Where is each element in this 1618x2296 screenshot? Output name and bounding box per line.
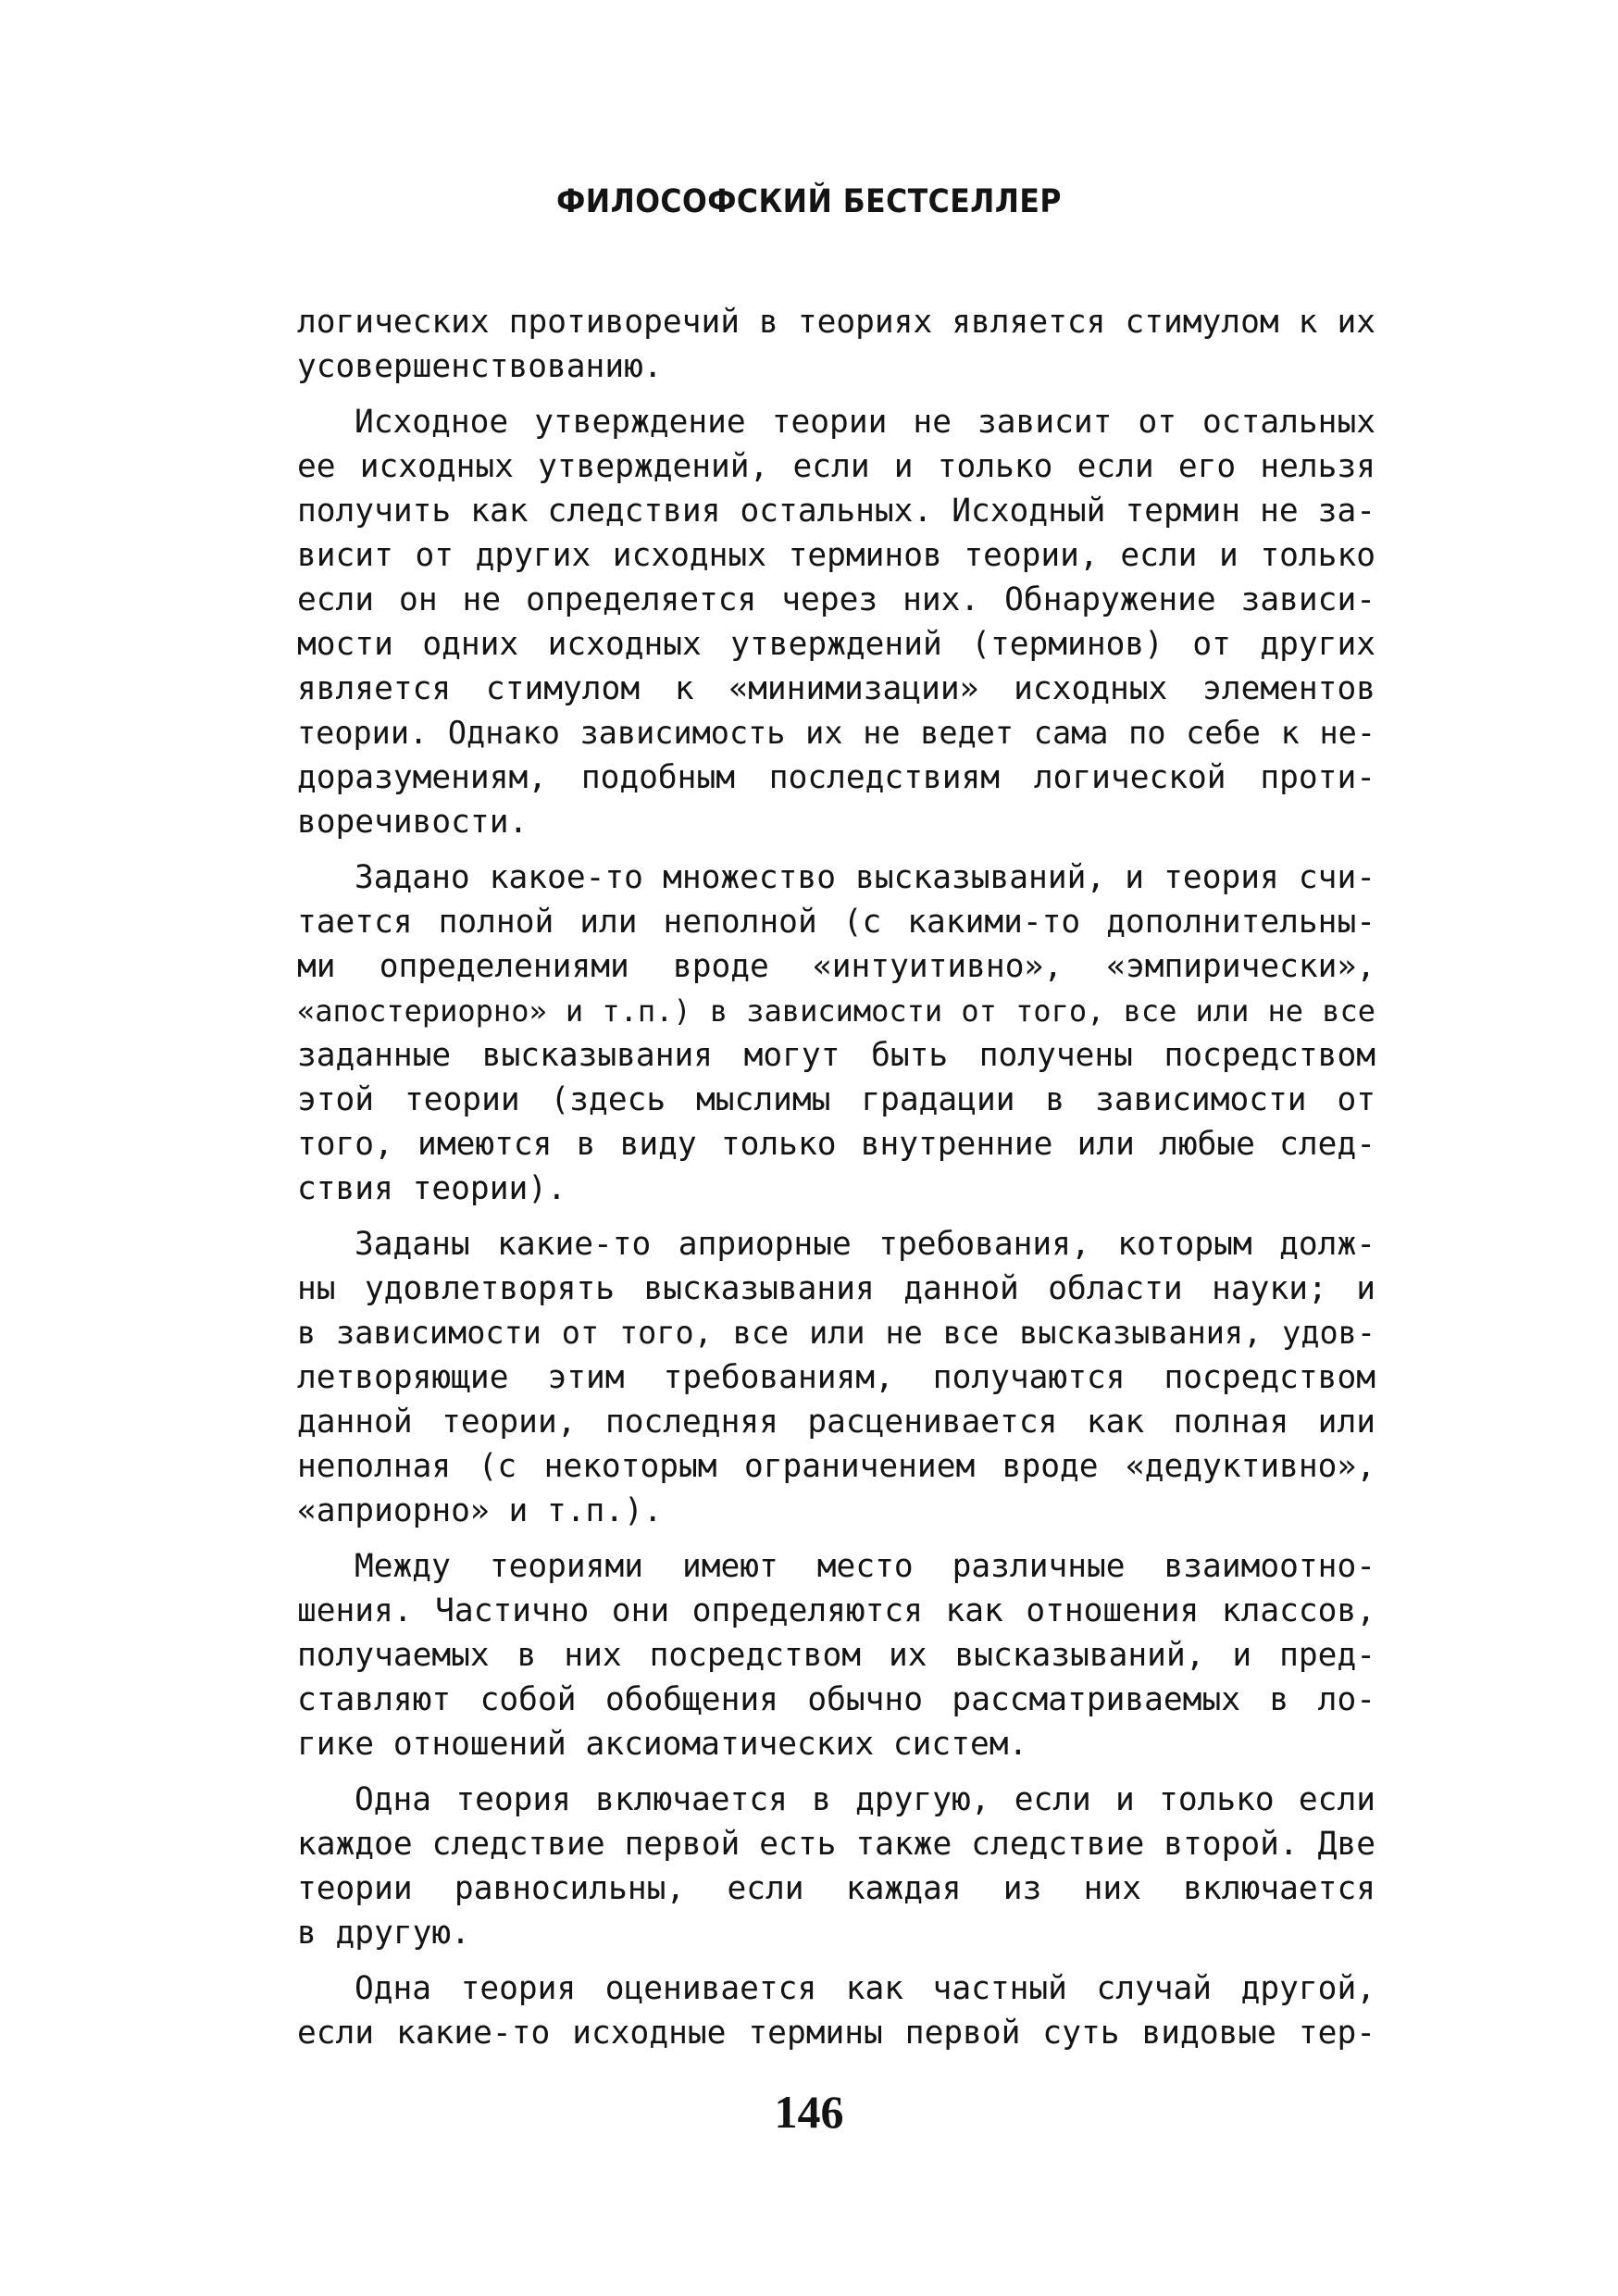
text-line: того, имеются в виду только внутренние или любые след- [297,1126,1375,1163]
text-line: ставляют собой обобщения обычно рассматриваемых в ло- [297,1681,1375,1718]
text-line: каждое следствие первой есть также следствие второй. Две [297,1826,1375,1863]
text-line: неполная (с некоторым ограничением вроде «дедуктивно», [297,1448,1375,1485]
text-line: теории равносильны, если каждая из них включается [297,1870,1375,1907]
text-line: Заданы какие-то априорные требования, которым долж- [355,1226,1375,1263]
text-line: Задано какое-то множество высказываний, и теория счи- [355,859,1375,896]
paragraph [297,1778,1375,1955]
running-title: ФИЛОСОФСКИЙ БЕСТСЕЛЛЕР [556,183,1062,220]
text-line: тается полной или неполной (с какими-то дополнительны- [297,904,1375,941]
text-line: заданные высказывания могут быть получены посредством [297,1037,1375,1074]
text-line: ее исходных утверждений, если и только если его нельзя [297,448,1375,485]
text-line: «априорно» и т.п.). [297,1492,663,1529]
text-line: воречивости. [297,804,529,841]
text-line: если какие-то исходные термины первой суть видовые тер- [297,2015,1375,2052]
text-line: теории. Однако зависимость их не ведет сама по себе к не- [297,715,1375,751]
text-line: «апостериорно» и т.п.) в зависимости от того, все или не все [297,993,1375,1029]
text-line: получить как следствия остальных. Исходный термин не за- [297,493,1375,530]
text-line: гике отношений аксиоматических систем. [297,1726,1028,1763]
text-line: висит от других исходных терминов теории, если и только [297,537,1375,574]
text-line: мости одних исходных утверждений (терминов) от других [297,626,1375,663]
text-line: летворяющие этим требованиям, получаются посредством [297,1359,1375,1396]
text-line: шения. Частично они определяются как отношения классов, [297,1592,1375,1629]
paragraph [297,1966,1375,2055]
body-text [297,300,1375,2066]
text-line: этой теории (здесь мыслимы градации в зависимости от [297,1081,1375,1118]
text-line: получаемых в них посредством их высказываний, и пред- [297,1637,1375,1674]
text-line: Одна теория включается в другую, если и только если [355,1781,1375,1818]
text-line: доразумениям, подобным последствиям логической проти- [297,759,1375,796]
text-line: в другую. [297,1915,470,1952]
text-line: ствия теории). [297,1170,566,1207]
text-line: логических противоречий в теориях является стимулом к их [297,304,1375,341]
text-line: Одна теория оценивается как частный случай другой, [355,1970,1375,2007]
paragraph [297,855,1375,1211]
paragraph [297,1222,1375,1533]
text-line: если он не определяется через них. Обнаружение зависи- [297,581,1375,618]
text-line: Исходное утверждение теории не зависит от остальных [355,404,1375,441]
text-line: ми определениями вроде «интуитивно», «эмпирически», [297,948,1375,985]
paragraph [297,400,1375,844]
text-line: усовершенствованию. [297,348,663,385]
text-line: ны удовлетворять высказывания данной области науки; и [297,1270,1375,1307]
text-line: является стимулом к «минимизации» исходных элементов [297,670,1375,707]
text-line: данной теории, последняя расценивается как полная или [297,1404,1375,1441]
paragraph [297,1544,1375,1766]
page-number: 146 [774,2086,844,2138]
paragraph [297,300,1375,389]
text-line: в зависимости от того, все или не все высказывания, удов- [297,1315,1375,1351]
text-line: Между теориями имеют место различные взаимоотно- [355,1548,1375,1585]
